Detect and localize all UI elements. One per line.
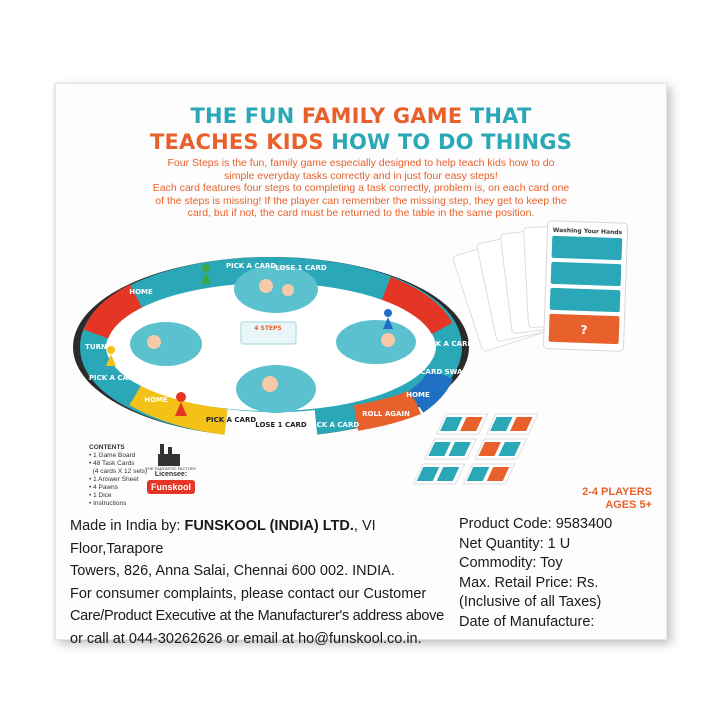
players-info: [582, 486, 652, 512]
intro-paragraph-1: Four Steps is the fun, family game especially designed to help teach kids how to do simple everyday tasks correctly and in just four easy steps!: [167, 157, 555, 182]
factory-name: THE FANTASTIC FACTORY: [145, 466, 197, 471]
licensee-block: [136, 446, 206, 494]
net-quantity: Net Quantity: 1 U: [459, 535, 571, 552]
contents-item: • 1 Answer Sheet: [89, 476, 139, 483]
contents-title: CONTENTS: [89, 444, 125, 451]
contents-item: • 48 Task Cards: [89, 460, 135, 467]
space-label-pick-top: PICK A CARD: [225, 262, 277, 270]
task-cards-fan: [452, 221, 628, 352]
space-label-roll: ROLL AGAIN: [362, 410, 410, 418]
space-label-home: HOME: [406, 391, 430, 399]
manufacturer-info: [70, 515, 455, 650]
maker-line-4: Care/Product Executive at the Manufacturer's address above: [70, 608, 444, 624]
space-label-turn: TURN: [85, 343, 107, 351]
maker-line-3: For consumer complaints, please contact our Customer: [70, 585, 427, 602]
funskool-logo: Funskool: [147, 480, 195, 494]
game-box-back: [55, 83, 667, 647]
max-retail-price: Max. Retail Price: Rs.: [459, 574, 599, 591]
space-label-pick-right: PICK A CARD: [422, 340, 474, 348]
space-label-card: PICK A CARD: [205, 416, 257, 424]
space-label-swap: CARD SWAP: [420, 368, 468, 376]
space-label-lose-top: LOSE 1 CARD: [275, 264, 327, 272]
player-count: 2-4 PLAYERS: [582, 486, 652, 498]
contents-item: • 1 Dice: [89, 492, 112, 499]
game-board: [73, 257, 473, 437]
contents-item: • Instructions: [89, 500, 127, 507]
date-of-manufacture: Date of Manufacture:: [459, 613, 595, 630]
maker-line-5: or call at 044-30262626 or email at ho@funskool.co.in.: [70, 630, 422, 647]
headline-line-2: TEACHES KIDS HOW TO DO THINGS: [149, 130, 573, 154]
intro-paragraph-2: Each card features four steps to completing a task correctly, problem is, on each card one of the steps is missing! If the player can remember the missing step, they get to keep the card, but if not, the card must be returned to the table in the same position.: [152, 182, 570, 219]
contents-item: (4 cards X 12 sets): [92, 468, 148, 475]
age-range: AGES 5+: [605, 499, 652, 511]
space-label-home-top: HOME: [129, 288, 153, 296]
space-label-home-left: HOME: [144, 396, 168, 404]
task-cards-row: [413, 414, 538, 484]
svg-text:4 STEPS: 4 STEPS: [254, 325, 282, 332]
maker-line-1: Made in India by: FUNSKOOL (INDIA) LTD., VI Floor,Tarapore: [70, 518, 376, 557]
space-label-lose: LOSE 1 CARD: [255, 421, 307, 429]
card-title: Washing Your Hands: [552, 226, 623, 237]
contents-item: • 4 Pawns: [89, 484, 119, 491]
commodity: Commodity: Toy: [459, 555, 563, 571]
contents-item: • 1 Game Board: [89, 452, 136, 459]
space-label-pick-left: PICK A CARD: [88, 374, 140, 382]
card-missing-step: ?: [580, 322, 588, 338]
licensee-label: Licensee:: [154, 471, 188, 478]
tax-note: (Inclusive of all Taxes): [459, 594, 602, 610]
maker-line-2: Towers, 826, Anna Salai, Chennai 600 002. INDIA.: [70, 563, 395, 579]
product-code: Product Code: 9583400: [459, 516, 613, 532]
space-label-pick: PICK A CARD: [308, 421, 360, 429]
headline-line-1: THE FUN FAMILY GAME THAT: [190, 104, 532, 128]
product-info: [459, 515, 659, 632]
